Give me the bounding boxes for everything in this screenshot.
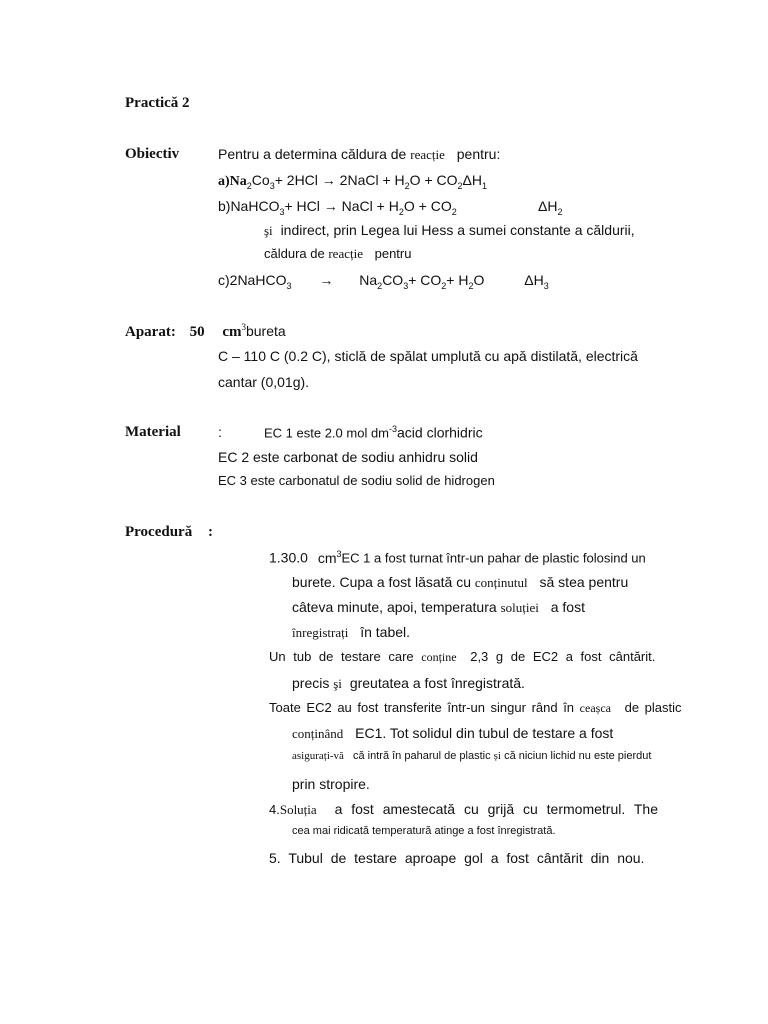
equation-b: b)NaHCO$_3$+ HCl → NaCl + $H_2O + CO_2$ xyxy=(218,198,457,217)
equation-c: c)2NaHCO$_3$ → $Na_2CO_3+ CO_2+ H_2O$ $\Delta H_3$ xyxy=(218,272,549,291)
step-5: 5. Tubul de testare aproape gol a fost cântărit din nou. xyxy=(269,850,645,866)
step-1-line-4: înregistrați în tabel. xyxy=(292,624,411,640)
objective-intro: Pentru a determina căldura de reacție pentru: xyxy=(218,146,501,162)
equation-b-dh: $\Delta H_2$ xyxy=(538,198,563,217)
step-2-line-2: precis şi greutatea a fost înregistrată. xyxy=(292,675,525,691)
step-3-line-3: asigurați-vă că intră în paharul de plastic și că niciun lichid nu este pierdut xyxy=(292,750,652,762)
equation-a: $a)Na_2Co_3+ 2HCl$ → 2NaCl + $H_2O + CO_2\Delta H_1$ xyxy=(218,172,488,191)
material-colon: : xyxy=(218,424,222,440)
hess-line: şi indirect, prin Legea lui Hess a sumei constante a căldurii, xyxy=(264,222,635,238)
step-4-line-2: cea mai ridicată temperatură atinge a fost înregistrată. xyxy=(292,825,556,837)
material-ec1: EC 1 este 2.0 mol $dm^{-3}acid$ clorhidric xyxy=(264,424,483,441)
material-ec3: EC 3 este carbonatul de sodiu solid de hidrogen xyxy=(218,473,495,488)
step-3-line-4: prin stropire. xyxy=(292,776,370,792)
material-label: Material xyxy=(125,424,181,440)
step-1-line-3: câteva minute, apoi, temperatura soluției a fost xyxy=(292,599,585,615)
step-3-line-2: conținând EC1. Tot solidul din tubul de testare a fost xyxy=(292,725,614,741)
material-ec2: EC 2 este carbonat de sodiu anhidru solid xyxy=(218,449,478,465)
procedure-label: Procedură : xyxy=(125,524,213,540)
step-1-line-2: burete. Cupa a fost lăsată cu conținutul să stea pentru xyxy=(292,574,629,590)
apparatus-line-2: C – 110 C (0.2 C), sticlă de spălat umplută cu apă distilată, electrică xyxy=(218,348,638,364)
heat-line: căldura de reacție pentru xyxy=(264,246,412,261)
step-4-line-1: 4.Soluția a fost amestecată cu grijă cu termometrul. The xyxy=(269,801,658,817)
page-title: Practică 2 xyxy=(125,95,190,111)
step-2-line-1: Un tub de testare care conține 2,3 g de EC2 a fost cântărit. xyxy=(269,649,656,664)
apparatus-label: Aparat: 50 $cm^3bureta$ xyxy=(125,322,286,340)
apparatus-line-3: cantar (0,01g). xyxy=(218,374,310,390)
step-3-line-1: Toate EC2 au fost transferite într-un singur rând în ceașca de plastic xyxy=(269,700,682,715)
objective-label: Obiectiv xyxy=(125,146,180,162)
step-1-line-1: 1.30.0 $cm^3EC$ 1 a fost turnat într-un pahar de plastic folosind un xyxy=(269,549,646,566)
